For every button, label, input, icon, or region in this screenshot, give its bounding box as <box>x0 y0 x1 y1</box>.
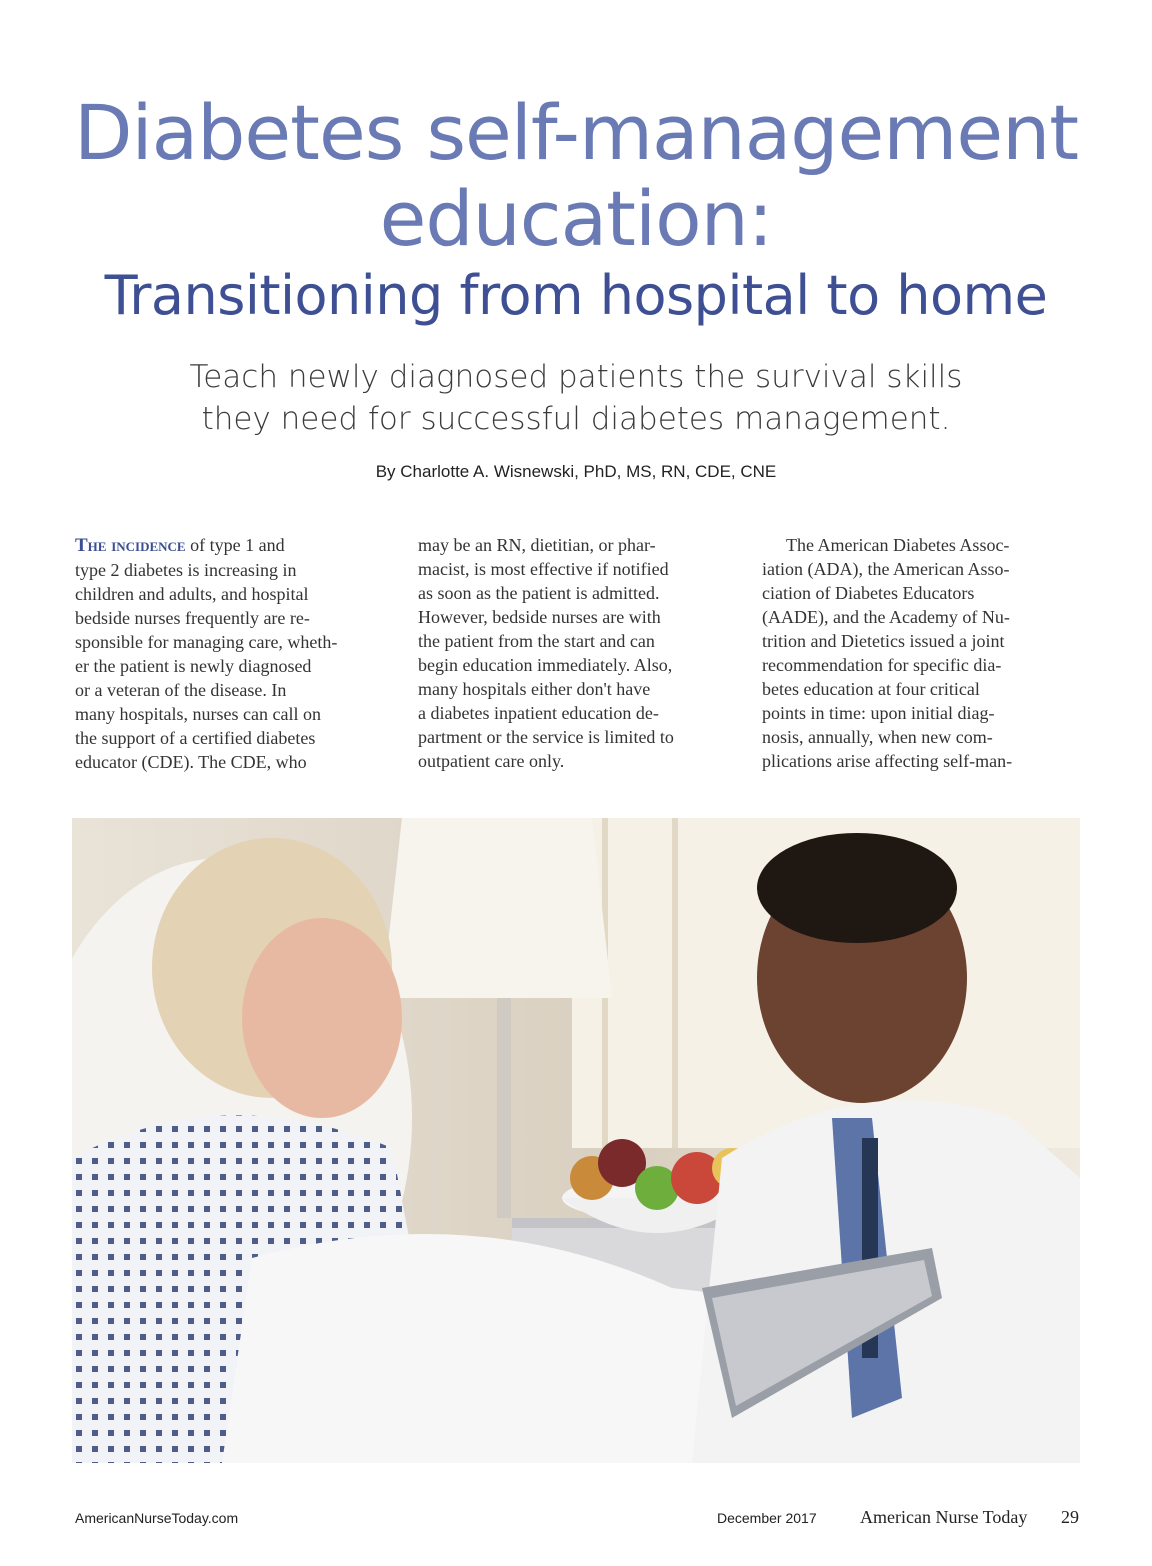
article-column-1 <box>75 533 393 774</box>
article-column-2 <box>418 533 736 773</box>
deck-line-1: Teach newly diagnosed patients the survival skills <box>189 359 963 395</box>
column-line: the support of a certified diabetes <box>75 728 316 748</box>
column-line: the patient from the start and can <box>418 631 655 651</box>
column-text: of type 1 and <box>185 535 285 555</box>
column-line: sponsible for managing care, wheth- <box>75 632 338 652</box>
article-column-3 <box>762 533 1080 773</box>
column-line: partment or the service is limited to <box>418 727 674 747</box>
column-line: recommendation for specific dia- <box>762 655 1002 675</box>
hospital-bedside-illustration <box>72 818 1080 1463</box>
column-line: points in time: upon initial diag- <box>762 703 995 723</box>
column-line: outpatient care only. <box>418 751 565 771</box>
column-line: er the patient is newly diagnosed <box>75 656 312 676</box>
column-line: nosis, annually, when new com- <box>762 727 993 747</box>
byline: By Charlotte A. Wisnewski, PhD, MS, RN, CDE, CNE <box>375 462 777 481</box>
footer-date: December 2017 <box>717 1510 817 1526</box>
column-line: children and adults, and hospital <box>75 584 309 604</box>
headline-line-2: education: <box>379 174 773 263</box>
column-line: many hospitals, nurses can call on <box>75 704 321 724</box>
column-line <box>75 533 393 558</box>
column-line: betes education at four critical <box>762 679 980 699</box>
column-line: bedside nurses frequently are re- <box>75 608 310 628</box>
footer-magazine-name: American Nurse Today <box>860 1507 1028 1527</box>
page-number: 29 <box>1061 1507 1079 1527</box>
lead-in: The incidence <box>75 535 186 556</box>
deck <box>0 356 1152 440</box>
column-line: or a veteran of the disease. In <box>75 680 287 700</box>
column-line: plications arise affecting self-man- <box>762 751 1013 771</box>
article-photo <box>72 818 1080 1463</box>
column-line: iation (ADA), the American Asso- <box>762 559 1010 579</box>
column-line: may be an RN, dietitian, or phar- <box>418 535 656 555</box>
deck-line-2: they need for successful diabetes management. <box>201 401 951 437</box>
column-line: type 2 diabetes is increasing in <box>75 560 297 580</box>
column-line: many hospitals either don't have <box>418 679 651 699</box>
footer-website: AmericanNurseToday.com <box>75 1510 239 1526</box>
column-line: ciation of Diabetes Educators <box>762 583 975 603</box>
column-line: educator (CDE). The CDE, who <box>75 752 307 772</box>
column-line: trition and Dietetics issued a joint <box>762 631 1005 651</box>
column-line: a diabetes inpatient education de- <box>418 703 659 723</box>
column-line: begin education immediately. Also, <box>418 655 673 675</box>
column-line: macist, is most effective if notified <box>418 559 669 579</box>
column-line: as soon as the patient is admitted. <box>418 583 660 603</box>
headline-subtitle: Transitioning from hospital to home <box>104 264 1048 327</box>
column-line: The American Diabetes Assoc- <box>786 535 1010 555</box>
column-line: (AADE), and the Academy of Nu- <box>762 607 1010 627</box>
column-line: However, bedside nurses are with <box>418 607 661 627</box>
headline-line-1: Diabetes self-management <box>73 88 1079 177</box>
